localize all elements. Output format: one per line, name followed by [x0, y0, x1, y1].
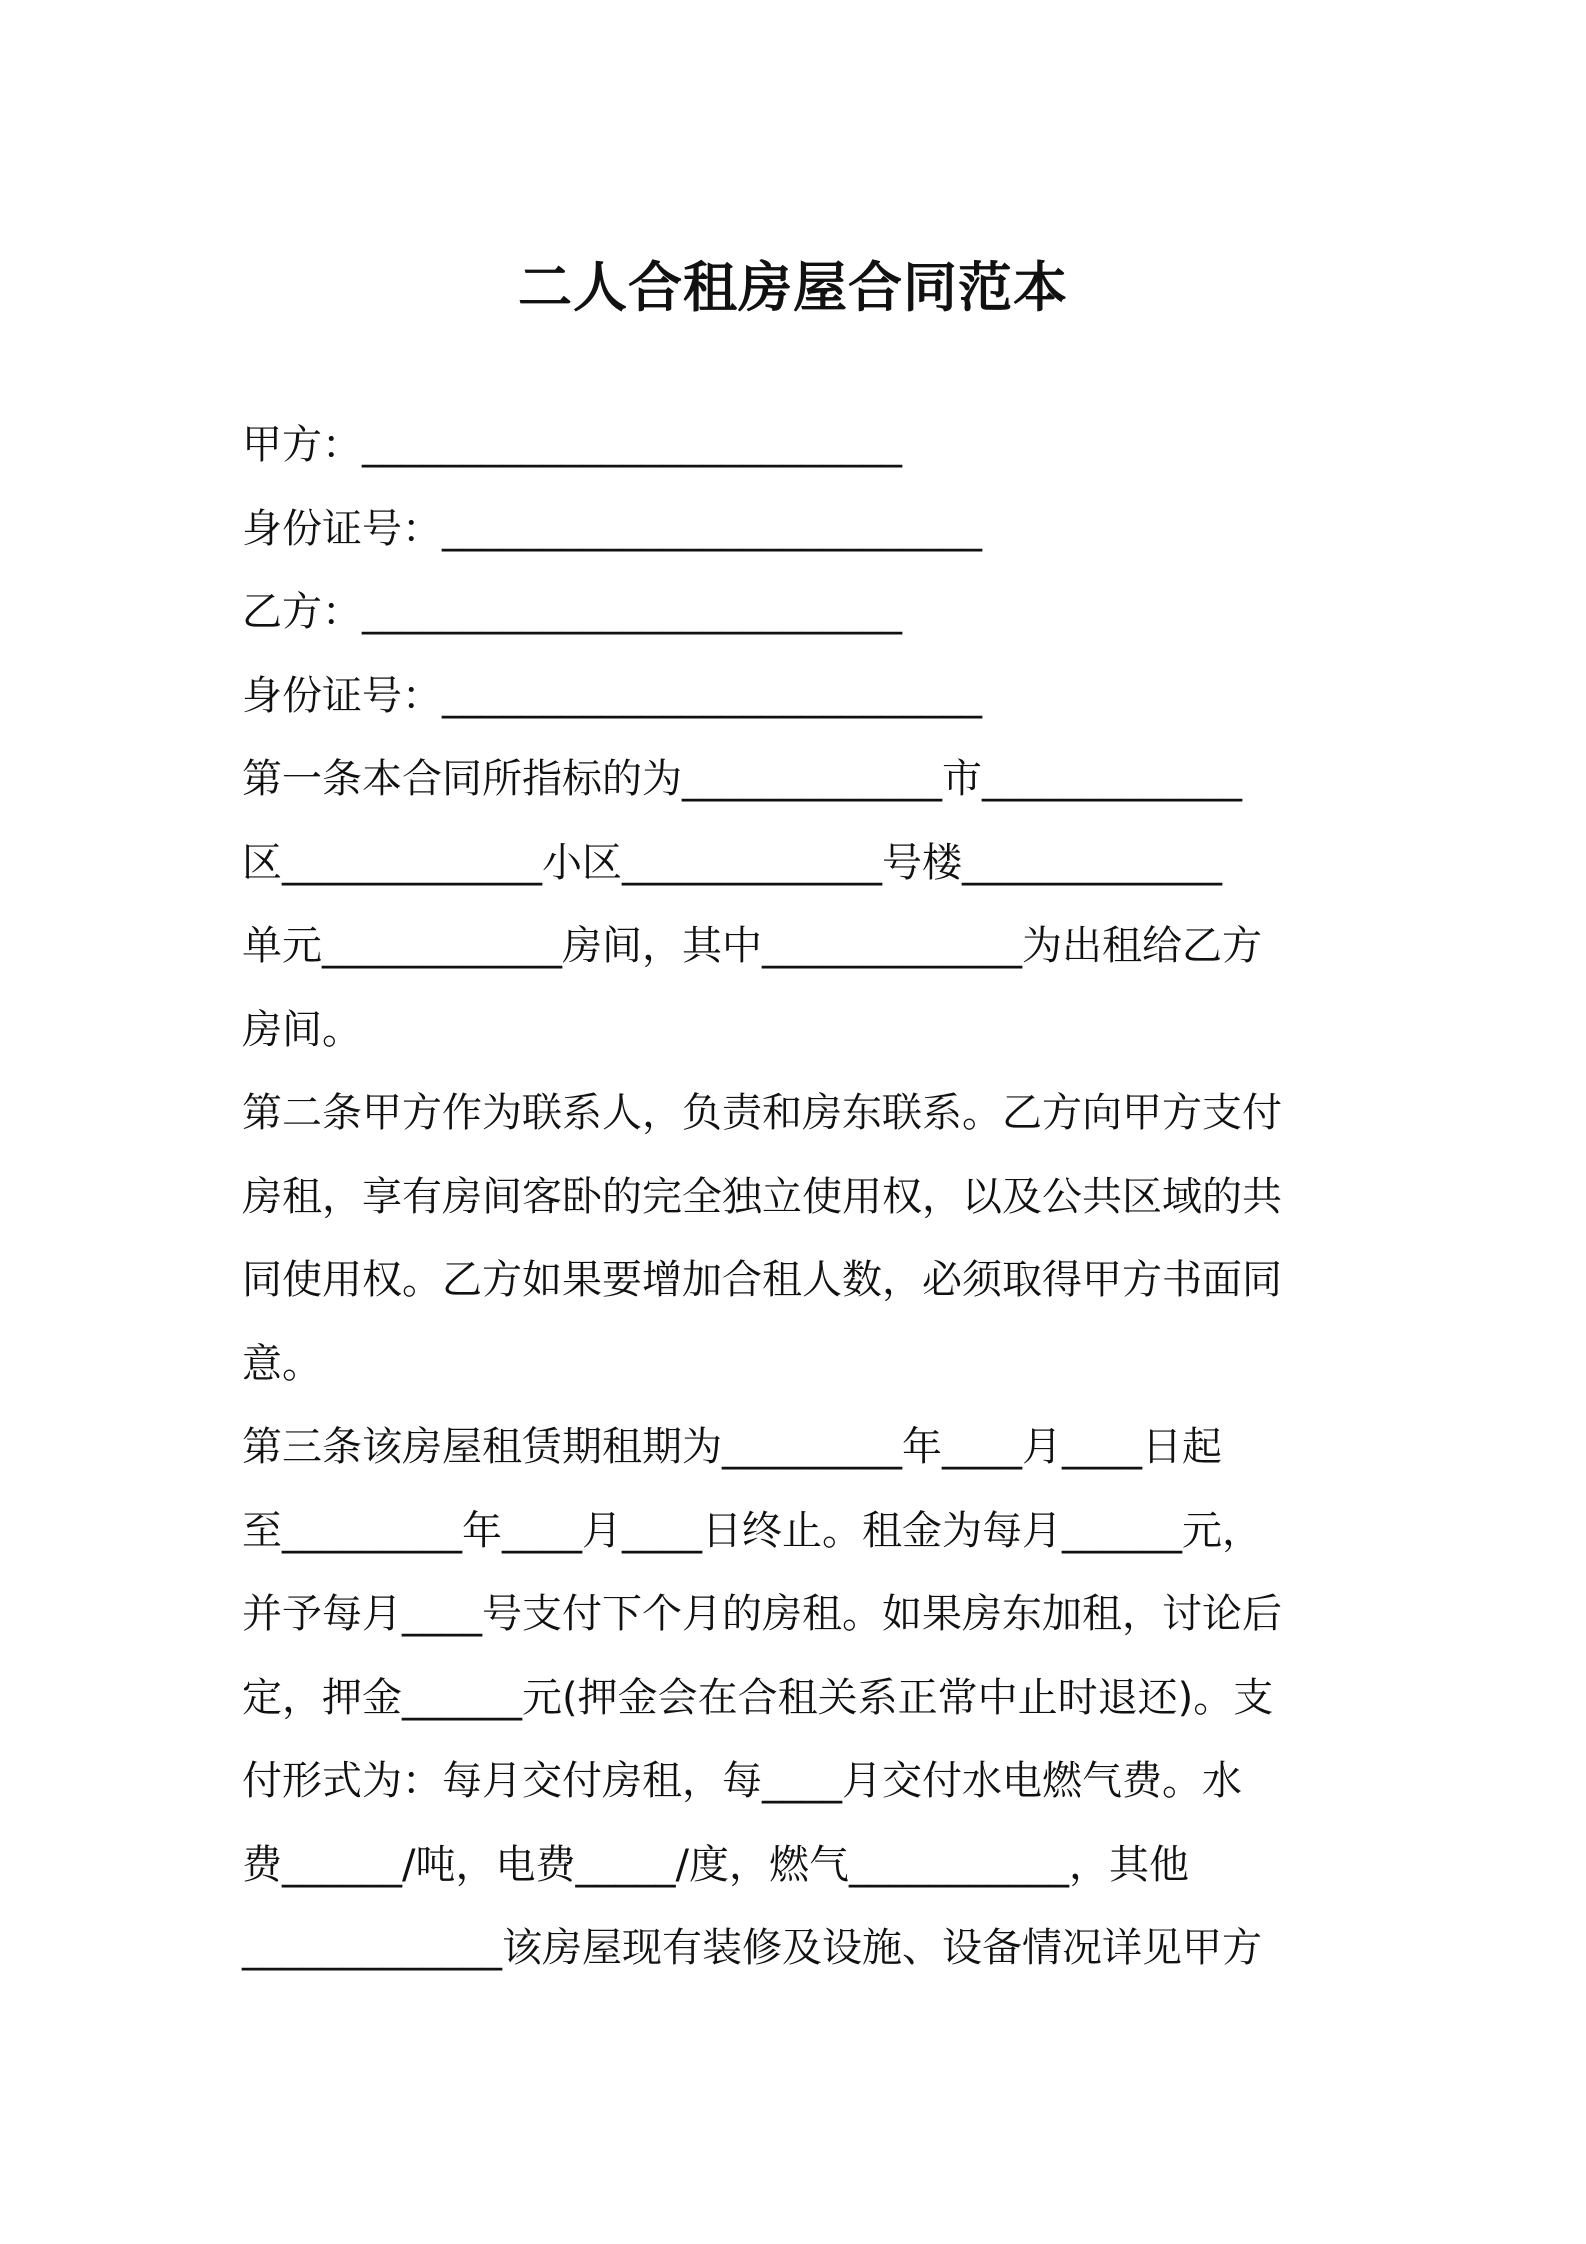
article-3-line-2: 至_________年____月____日终止。租金为每月______元， — [242, 1507, 1262, 1554]
article-2-line-3: 同使用权。乙方如果要增加合租人数，必须取得甲方书面同 — [242, 1257, 1282, 1303]
article-1-line-3: 单元____________房间，其中_____________为出租给乙方 — [242, 923, 1262, 969]
article-3-line-5: 付形式为：每月交付房租，每____月交付水电燃气费。水 — [242, 1758, 1242, 1804]
article-3-line-4: 定，押金______元(押金会在合租关系正常中止时退还)。支 — [242, 1674, 1274, 1721]
article-2-line-4: 意。 — [242, 1340, 322, 1387]
party-a-id-line: 身份证号：___________________________ — [242, 505, 982, 552]
article-1-line-1: 第一条本合同所指标的为_____________市_____________ — [242, 756, 1242, 802]
document-title: 二人合租房屋合同范本 — [518, 256, 1068, 319]
party-b-line: 乙方：___________________________ — [242, 589, 902, 635]
article-3-line-7: _____________该房屋现有装修及设施、设备情况详见甲方 — [242, 1925, 1262, 1971]
article-2-line-2: 房租，享有房间客卧的完全独立使用权，以及公共区域的共 — [242, 1173, 1282, 1220]
article-2-line-1: 第二条甲方作为联系人，负责和房东联系。乙方向甲方支付 — [242, 1090, 1282, 1136]
article-3-line-1: 第三条该房屋租赁期租期为_________年____月____日起 — [242, 1424, 1222, 1470]
party-a-line: 甲方：___________________________ — [242, 422, 902, 468]
party-b-id-line: 身份证号：___________________________ — [242, 672, 982, 719]
article-3-line-3: 并予每月____号支付下个月的房租。如果房东加租，讨论后 — [242, 1591, 1282, 1637]
article-1-line-2: 区_____________小区_____________号楼_____________ — [242, 839, 1222, 886]
article-3-line-6: 费______/吨，电费_____/度，燃气___________，其他 — [242, 1841, 1189, 1888]
article-1-line-4: 房间。 — [242, 1006, 362, 1053]
contract-body — [242, 404, 1348, 1991]
